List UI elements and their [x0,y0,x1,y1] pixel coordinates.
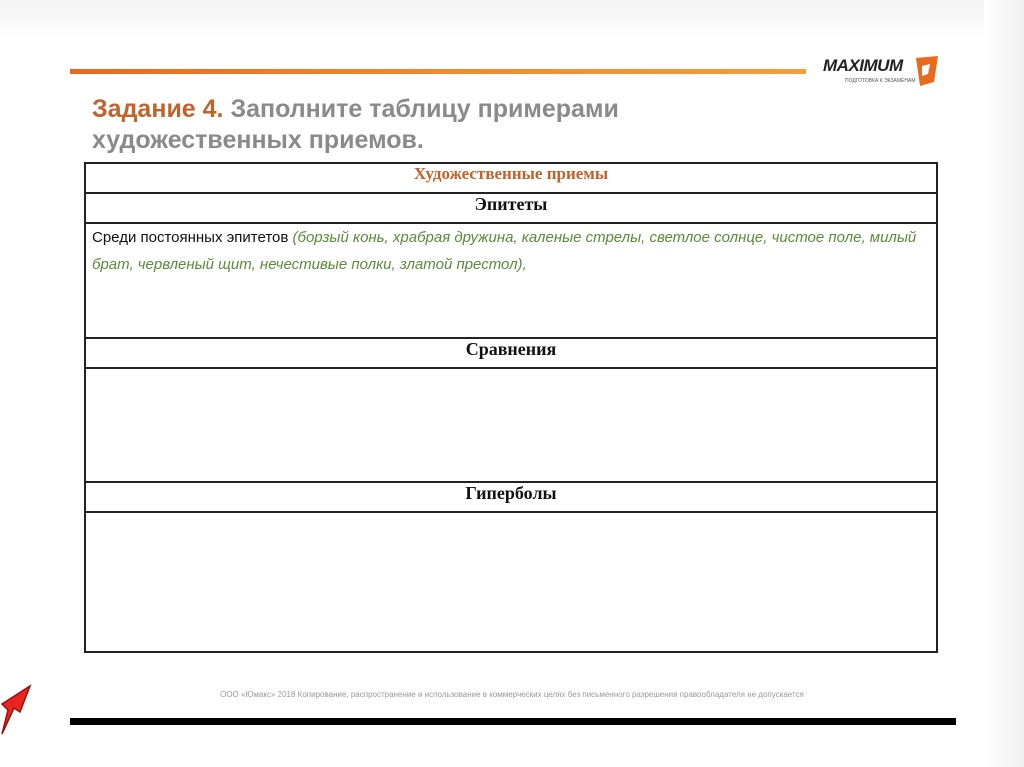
table-caption: Художественные приемы [85,163,937,193]
page-title [92,94,792,156]
maximum-logo [823,54,943,94]
logo-tagline: ПОДГОТОВКА К ЭКЗАМЕНАМ [845,78,916,84]
epithets-examples: (борзый конь, храбрая дружина, каленые стрелы, светлое солнце, чистое поле, милый брат, червленый щит, нечестивые полки, златой престол), [92,229,917,273]
task-label: Задание 4. [92,95,224,123]
task-text: Заполните таблицу примерами художественных приемов. [92,95,619,154]
section-body-row [85,368,937,482]
copyright-footer: ООО «Юмакс» 2018 Копирование, распространение и использование в коммерческих целях без письменного разрешения правообладателя не допускается [220,690,804,699]
body-hyperboles[interactable] [85,512,937,652]
slide-frame-top [0,0,1024,40]
techniques-table [84,162,938,653]
heading-hyperboles: Гиперболы [85,482,937,512]
table-caption-row [85,163,937,193]
logo-wordmark: MAXIMUM [823,56,903,75]
slide-frame-right [984,0,1024,767]
pointer-arrow-icon [0,680,36,736]
epithets-intro: Среди постоянных эпитетов [92,229,293,246]
body-comparisons[interactable] [85,368,937,482]
logo-flag-icon [910,54,942,88]
heading-comparisons: Сравнения [85,338,937,368]
section-heading-row [85,193,937,223]
orange-header-rule [70,69,806,74]
section-body-row [85,512,937,652]
section-heading-row [85,482,937,512]
black-footer-rule [70,718,956,725]
body-epithets[interactable] [85,223,937,338]
heading-epithets: Эпитеты [85,193,937,223]
section-heading-row [85,338,937,368]
section-body-row [85,223,937,338]
